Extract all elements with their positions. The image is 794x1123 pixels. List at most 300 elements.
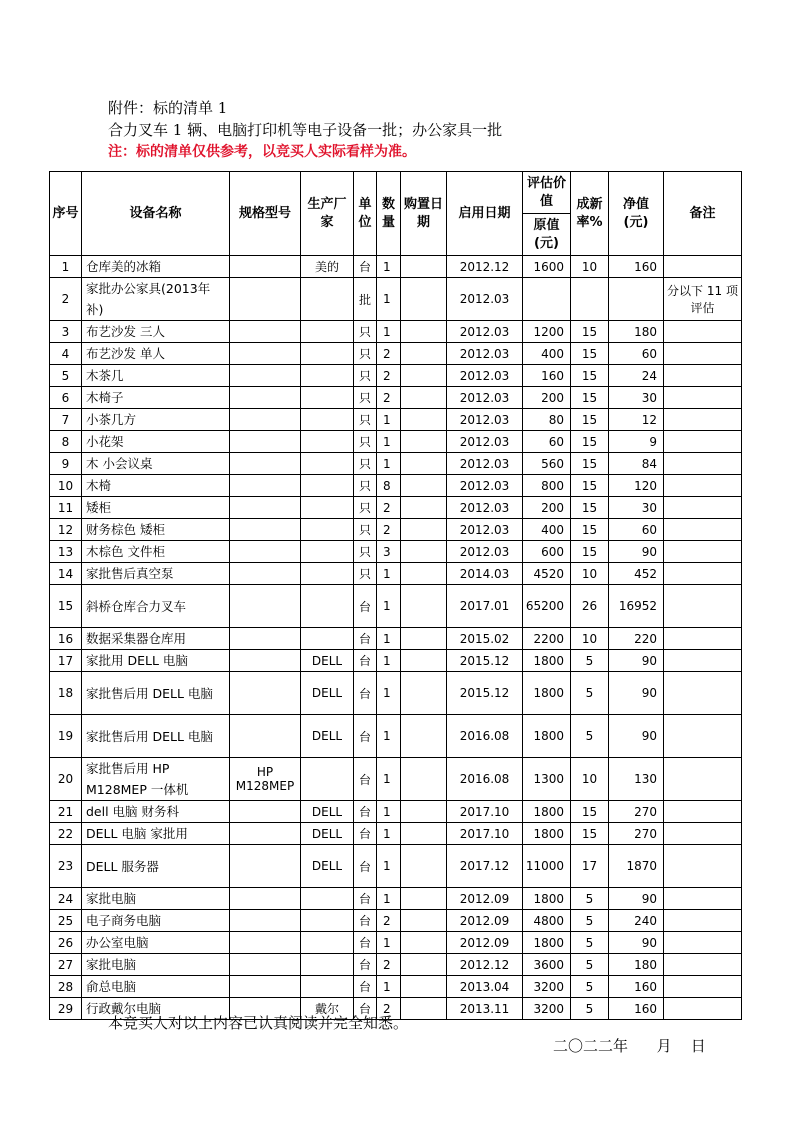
cell-qty: 1: [377, 845, 401, 888]
cell-model: [230, 475, 301, 497]
cell-remark: [664, 409, 742, 431]
cell-unit: 只: [354, 365, 377, 387]
cell-unit: 台: [354, 845, 377, 888]
table-row: [50, 519, 742, 541]
cell-qty: 2: [377, 497, 401, 519]
cell-seq: 7: [50, 409, 82, 431]
cell-original-value: 1800: [523, 823, 571, 845]
cell-seq: 25: [50, 910, 82, 932]
cell-original-value: 800: [523, 475, 571, 497]
table-row: [50, 650, 742, 672]
cell-model: [230, 715, 301, 758]
cell-remark: [664, 910, 742, 932]
cell-unit: 台: [354, 932, 377, 954]
cell-purchase-date: [401, 387, 447, 409]
cell-remark: [664, 475, 742, 497]
cell-net-value: 180: [609, 954, 664, 976]
cell-maker: DELL: [301, 715, 354, 758]
cell-unit: 台: [354, 910, 377, 932]
cell-remark: [664, 954, 742, 976]
cell-net-value: 160: [609, 256, 664, 278]
cell-unit: 只: [354, 563, 377, 585]
cell-newness: 15: [571, 453, 609, 475]
cell-start-date: 2012.03: [447, 321, 523, 343]
cell-unit: 只: [354, 321, 377, 343]
cell-name: 家批售后真空泵: [82, 563, 230, 585]
table-row: [50, 672, 742, 715]
cell-newness: [571, 278, 609, 321]
cell-name: 小茶几方: [82, 409, 230, 431]
signature-date: [553, 1035, 706, 1056]
cell-purchase-date: [401, 954, 447, 976]
col-header-model: 规格型号: [230, 172, 301, 256]
cell-maker: [301, 888, 354, 910]
cell-name: 矮柜: [82, 497, 230, 519]
cell-purchase-date: [401, 910, 447, 932]
cell-maker: [301, 519, 354, 541]
cell-start-date: 2013.04: [447, 976, 523, 998]
cell-start-date: 2014.03: [447, 563, 523, 585]
cell-seq: 15: [50, 585, 82, 628]
cell-unit: 台: [354, 976, 377, 998]
cell-maker: DELL: [301, 801, 354, 823]
cell-purchase-date: [401, 343, 447, 365]
lot-description: 合力叉车 1 辆、电脑打印机等电子设备一批；办公家具一批: [108, 121, 503, 139]
cell-start-date: 2012.03: [447, 343, 523, 365]
cell-original-value: 400: [523, 343, 571, 365]
cell-remark: [664, 321, 742, 343]
col-header-start-date: 启用日期: [447, 172, 523, 256]
cell-qty: 2: [377, 365, 401, 387]
cell-start-date: 2012.12: [447, 256, 523, 278]
cell-qty: 1: [377, 278, 401, 321]
cell-net-value: 270: [609, 801, 664, 823]
cell-maker: DELL: [301, 823, 354, 845]
cell-seq: 14: [50, 563, 82, 585]
cell-net-value: 60: [609, 343, 664, 365]
cell-net-value: 16952: [609, 585, 664, 628]
cell-model: [230, 365, 301, 387]
cell-maker: 戴尔: [301, 998, 354, 1020]
cell-net-value: 90: [609, 715, 664, 758]
cell-maker: [301, 387, 354, 409]
cell-net-value: 220: [609, 628, 664, 650]
cell-qty: 1: [377, 453, 401, 475]
cell-seq: 21: [50, 801, 82, 823]
cell-start-date: 2012.03: [447, 519, 523, 541]
cell-remark: [664, 453, 742, 475]
cell-seq: 12: [50, 519, 82, 541]
cell-remark: [664, 365, 742, 387]
cell-maker: [301, 541, 354, 563]
table-row: [50, 475, 742, 497]
cell-original-value: 4520: [523, 563, 571, 585]
col-header-qty: 数量: [377, 172, 401, 256]
cell-newness: 5: [571, 998, 609, 1020]
cell-maker: [301, 278, 354, 321]
cell-start-date: 2012.03: [447, 453, 523, 475]
cell-newness: 15: [571, 801, 609, 823]
table-row: [50, 823, 742, 845]
cell-purchase-date: [401, 563, 447, 585]
cell-qty: 1: [377, 321, 401, 343]
cell-maker: [301, 910, 354, 932]
cell-original-value: 560: [523, 453, 571, 475]
cell-start-date: 2012.03: [447, 431, 523, 453]
cell-remark: [664, 672, 742, 715]
cell-seq: 6: [50, 387, 82, 409]
cell-net-value: 90: [609, 672, 664, 715]
cell-unit: 台: [354, 672, 377, 715]
cell-model: HP M128MEP: [230, 758, 301, 801]
cell-start-date: 2013.11: [447, 998, 523, 1020]
cell-seq: 22: [50, 823, 82, 845]
cell-remark: [664, 888, 742, 910]
cell-newness: 5: [571, 910, 609, 932]
cell-maker: 美的: [301, 256, 354, 278]
table-body: [50, 256, 742, 1020]
cell-remark: [664, 628, 742, 650]
cell-remark: [664, 845, 742, 888]
cell-original-value: 1200: [523, 321, 571, 343]
cell-name: DELL 服务器: [82, 845, 230, 888]
col-header-seq: 序号: [50, 172, 82, 256]
cell-newness: 5: [571, 976, 609, 998]
cell-net-value: 270: [609, 823, 664, 845]
cell-qty: 1: [377, 976, 401, 998]
cell-original-value: 1800: [523, 888, 571, 910]
cell-original-value: 400: [523, 519, 571, 541]
cell-maker: [301, 475, 354, 497]
cell-model: [230, 650, 301, 672]
cell-qty: 2: [377, 519, 401, 541]
cell-name: 家批售后用 DELL 电脑: [82, 672, 230, 715]
cell-net-value: 12: [609, 409, 664, 431]
cell-start-date: 2017.12: [447, 845, 523, 888]
cell-original-value: 60: [523, 431, 571, 453]
cell-remark: [664, 256, 742, 278]
cell-original-value: 65200: [523, 585, 571, 628]
cell-name: dell 电脑 财务科: [82, 801, 230, 823]
cell-maker: [301, 431, 354, 453]
cell-qty: 1: [377, 585, 401, 628]
cell-unit: 台: [354, 758, 377, 801]
cell-model: [230, 409, 301, 431]
cell-newness: 15: [571, 387, 609, 409]
cell-start-date: 2012.12: [447, 954, 523, 976]
cell-remark: [664, 519, 742, 541]
cell-seq: 17: [50, 650, 82, 672]
cell-model: [230, 431, 301, 453]
cell-net-value: [609, 278, 664, 321]
cell-original-value: 1300: [523, 758, 571, 801]
cell-purchase-date: [401, 453, 447, 475]
cell-newness: 15: [571, 541, 609, 563]
cell-name: 仓库美的冰箱: [82, 256, 230, 278]
cell-model: [230, 563, 301, 585]
cell-remark: 分以下 11 项评估: [664, 278, 742, 321]
cell-newness: 15: [571, 365, 609, 387]
cell-qty: 2: [377, 998, 401, 1020]
cell-newness: 10: [571, 256, 609, 278]
cell-unit: 只: [354, 409, 377, 431]
col-header-original-value: 原值(元): [523, 214, 571, 256]
cell-model: [230, 541, 301, 563]
cell-seq: 8: [50, 431, 82, 453]
cell-newness: 5: [571, 888, 609, 910]
cell-model: [230, 801, 301, 823]
table-row: [50, 910, 742, 932]
cell-name: 木椅子: [82, 387, 230, 409]
cell-newness: 15: [571, 519, 609, 541]
cell-model: [230, 256, 301, 278]
table-row: [50, 541, 742, 563]
cell-seq: 11: [50, 497, 82, 519]
cell-original-value: 1800: [523, 932, 571, 954]
table-row: [50, 453, 742, 475]
disclaimer-note: 注：标的清单仅供参考，以竞买人实际看样为准。: [108, 144, 416, 160]
cell-maker: DELL: [301, 650, 354, 672]
cell-remark: [664, 431, 742, 453]
cell-net-value: 60: [609, 519, 664, 541]
cell-newness: 10: [571, 563, 609, 585]
cell-original-value: 1800: [523, 801, 571, 823]
col-header-name: 设备名称: [82, 172, 230, 256]
cell-net-value: 9: [609, 431, 664, 453]
cell-seq: 19: [50, 715, 82, 758]
cell-net-value: 90: [609, 888, 664, 910]
cell-unit: 台: [354, 256, 377, 278]
cell-newness: 15: [571, 409, 609, 431]
cell-remark: [664, 823, 742, 845]
cell-newness: 26: [571, 585, 609, 628]
cell-net-value: 90: [609, 650, 664, 672]
date-day: 日: [690, 1037, 706, 1055]
table-row: [50, 801, 742, 823]
cell-seq: 9: [50, 453, 82, 475]
cell-maker: DELL: [301, 845, 354, 888]
cell-original-value: 3200: [523, 998, 571, 1020]
cell-name: 家批售后用 HP M128MEP 一体机: [82, 758, 230, 801]
table-row: [50, 321, 742, 343]
cell-purchase-date: [401, 672, 447, 715]
cell-start-date: 2015.12: [447, 672, 523, 715]
cell-newness: 15: [571, 343, 609, 365]
cell-original-value: 200: [523, 497, 571, 519]
cell-seq: 26: [50, 932, 82, 954]
cell-original-value: 3600: [523, 954, 571, 976]
date-month: 月: [656, 1037, 672, 1055]
table-row: [50, 628, 742, 650]
acknowledgement-statement: 本竞买人对以上内容已认真阅读并完全知悉。: [108, 1014, 409, 1032]
cell-model: [230, 321, 301, 343]
cell-model: [230, 519, 301, 541]
table-row: [50, 976, 742, 998]
cell-purchase-date: [401, 845, 447, 888]
cell-model: [230, 497, 301, 519]
cell-qty: 1: [377, 628, 401, 650]
cell-start-date: 2012.03: [447, 365, 523, 387]
cell-net-value: 30: [609, 387, 664, 409]
cell-original-value: 160: [523, 365, 571, 387]
cell-start-date: 2012.03: [447, 409, 523, 431]
cell-net-value: 452: [609, 563, 664, 585]
cell-name: 数据采集器仓库用: [82, 628, 230, 650]
cell-purchase-date: [401, 409, 447, 431]
cell-purchase-date: [401, 758, 447, 801]
col-header-newness: 成新率%: [571, 172, 609, 256]
cell-maker: [301, 628, 354, 650]
cell-purchase-date: [401, 628, 447, 650]
cell-net-value: 130: [609, 758, 664, 801]
cell-name: 家批用 DELL 电脑: [82, 650, 230, 672]
equipment-table: [49, 171, 742, 1020]
cell-qty: 1: [377, 932, 401, 954]
cell-model: [230, 453, 301, 475]
cell-purchase-date: [401, 431, 447, 453]
table-row: [50, 497, 742, 519]
cell-start-date: 2012.03: [447, 475, 523, 497]
cell-name: 电子商务电脑: [82, 910, 230, 932]
cell-net-value: 180: [609, 321, 664, 343]
cell-unit: 台: [354, 954, 377, 976]
table-row: [50, 409, 742, 431]
cell-start-date: 2012.03: [447, 387, 523, 409]
cell-unit: 只: [354, 519, 377, 541]
cell-model: [230, 823, 301, 845]
cell-newness: 15: [571, 321, 609, 343]
cell-model: [230, 954, 301, 976]
cell-unit: 台: [354, 715, 377, 758]
cell-purchase-date: [401, 976, 447, 998]
table-row: [50, 758, 742, 801]
cell-name: 家批办公家具(2013年补): [82, 278, 230, 321]
cell-original-value: 4800: [523, 910, 571, 932]
cell-qty: 1: [377, 715, 401, 758]
cell-qty: 1: [377, 409, 401, 431]
cell-name: DELL 电脑 家批用: [82, 823, 230, 845]
cell-qty: 1: [377, 672, 401, 715]
cell-purchase-date: [401, 256, 447, 278]
cell-qty: 3: [377, 541, 401, 563]
cell-maker: [301, 758, 354, 801]
cell-qty: 1: [377, 801, 401, 823]
table-row: [50, 365, 742, 387]
cell-seq: 5: [50, 365, 82, 387]
cell-maker: [301, 563, 354, 585]
cell-model: [230, 888, 301, 910]
cell-name: 家批售后用 DELL 电脑: [82, 715, 230, 758]
cell-newness: 5: [571, 715, 609, 758]
cell-qty: 1: [377, 431, 401, 453]
cell-name: 木茶几: [82, 365, 230, 387]
col-header-purchase-date: 购置日期: [401, 172, 447, 256]
cell-name: 家批电脑: [82, 954, 230, 976]
cell-name: 木 小会议桌: [82, 453, 230, 475]
table-row: [50, 278, 742, 321]
cell-net-value: 90: [609, 541, 664, 563]
cell-original-value: 1800: [523, 672, 571, 715]
cell-purchase-date: [401, 541, 447, 563]
table-row: [50, 845, 742, 888]
cell-net-value: 30: [609, 497, 664, 519]
cell-net-value: 240: [609, 910, 664, 932]
cell-original-value: 3200: [523, 976, 571, 998]
cell-unit: 台: [354, 888, 377, 910]
cell-name: 俞总电脑: [82, 976, 230, 998]
cell-name: 布艺沙发 单人: [82, 343, 230, 365]
col-header-maker: 生产厂家: [301, 172, 354, 256]
cell-name: 办公室电脑: [82, 932, 230, 954]
cell-net-value: 84: [609, 453, 664, 475]
attachment-title: 附件：标的清单 1: [108, 99, 228, 117]
cell-model: [230, 278, 301, 321]
cell-unit: 台: [354, 585, 377, 628]
cell-seq: 4: [50, 343, 82, 365]
cell-purchase-date: [401, 365, 447, 387]
cell-model: [230, 910, 301, 932]
cell-name: 财务棕色 矮柜: [82, 519, 230, 541]
cell-seq: 3: [50, 321, 82, 343]
cell-remark: [664, 585, 742, 628]
cell-purchase-date: [401, 585, 447, 628]
cell-maker: [301, 343, 354, 365]
cell-newness: 15: [571, 475, 609, 497]
cell-original-value: 80: [523, 409, 571, 431]
cell-maker: [301, 585, 354, 628]
cell-unit: 只: [354, 497, 377, 519]
cell-start-date: 2017.10: [447, 823, 523, 845]
cell-purchase-date: [401, 823, 447, 845]
cell-newness: 15: [571, 431, 609, 453]
cell-maker: [301, 497, 354, 519]
cell-remark: [664, 998, 742, 1020]
cell-name: 布艺沙发 三人: [82, 321, 230, 343]
cell-remark: [664, 563, 742, 585]
cell-purchase-date: [401, 519, 447, 541]
col-header-net-value: 净值(元): [609, 172, 664, 256]
cell-start-date: 2012.09: [447, 932, 523, 954]
cell-start-date: 2017.01: [447, 585, 523, 628]
cell-unit: 只: [354, 453, 377, 475]
cell-purchase-date: [401, 801, 447, 823]
cell-newness: 5: [571, 932, 609, 954]
cell-maker: DELL: [301, 672, 354, 715]
cell-start-date: 2016.08: [447, 758, 523, 801]
cell-seq: 23: [50, 845, 82, 888]
cell-model: [230, 976, 301, 998]
cell-remark: [664, 497, 742, 519]
cell-unit: 只: [354, 343, 377, 365]
cell-newness: 5: [571, 954, 609, 976]
cell-unit: 只: [354, 387, 377, 409]
table-row: [50, 563, 742, 585]
cell-net-value: 160: [609, 976, 664, 998]
table-row: [50, 954, 742, 976]
cell-start-date: 2012.03: [447, 541, 523, 563]
cell-purchase-date: [401, 475, 447, 497]
table-row: [50, 256, 742, 278]
cell-original-value: 600: [523, 541, 571, 563]
cell-net-value: 24: [609, 365, 664, 387]
col-header-unit: 单位: [354, 172, 377, 256]
cell-remark: [664, 715, 742, 758]
cell-newness: 15: [571, 823, 609, 845]
col-header-remark: 备注: [664, 172, 742, 256]
cell-unit: 只: [354, 475, 377, 497]
cell-net-value: 160: [609, 998, 664, 1020]
table-row: [50, 343, 742, 365]
